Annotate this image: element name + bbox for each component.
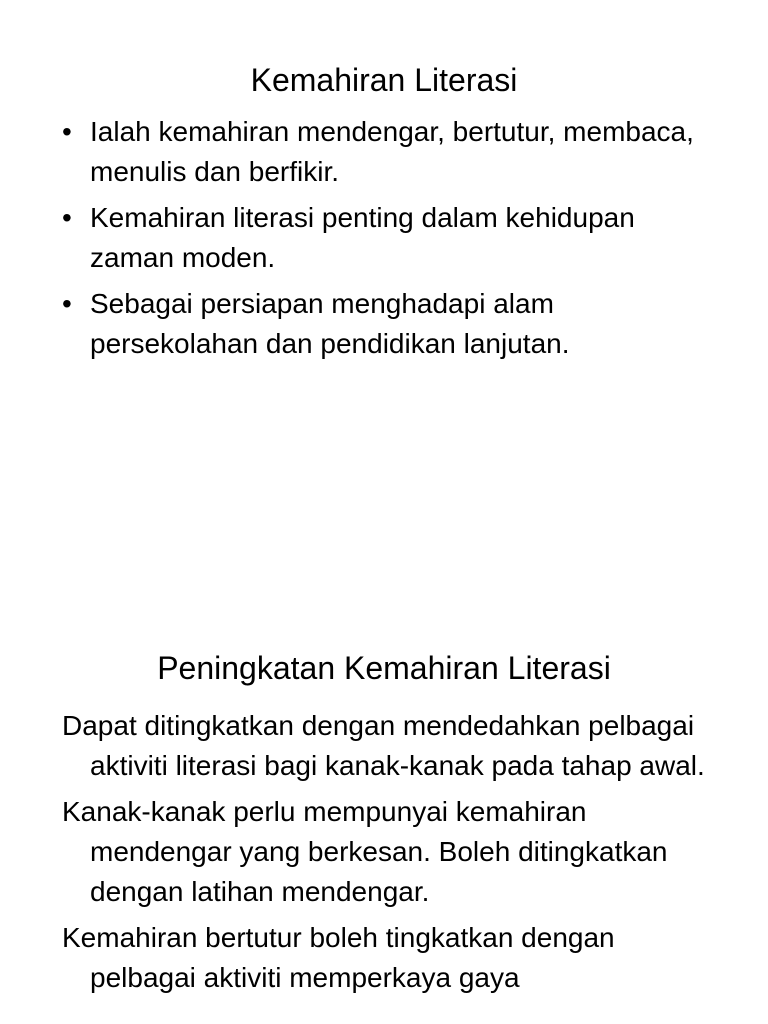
- slide-title: Peningkatan Kemahiran Literasi: [157, 650, 611, 686]
- bullet-icon: •: [62, 288, 72, 319]
- bullet-item: [62, 198, 722, 278]
- bullet-item: [62, 112, 722, 192]
- paragraph-item: Kemahiran bertutur boleh tingkatkan dengan pelbagai aktiviti memperkaya gaya: [62, 922, 615, 993]
- slide-peningkatan-kemahiran-literasi: [0, 560, 768, 1024]
- bullet-item: [62, 284, 722, 364]
- bullet-icon: •: [62, 202, 72, 233]
- slide-title: Kemahiran Literasi: [250, 62, 518, 98]
- bullet-list: [62, 112, 722, 370]
- paragraph-item: Kanak-kanak perlu mempunyai kemahiran mendengar yang berkesan. Boleh ditingkatkan dengan latihan mendengar.: [62, 796, 668, 907]
- paragraph-list: [62, 706, 722, 1004]
- bullet-text: Ialah kemahiran mendengar, bertutur, membaca, menulis dan berfikir.: [90, 116, 694, 187]
- bullet-icon: •: [62, 116, 72, 147]
- bullet-text: Sebagai persiapan menghadapi alam persekolahan dan pendidikan lanjutan.: [90, 288, 570, 359]
- bullet-text: Kemahiran literasi penting dalam kehidupan zaman moden.: [90, 202, 635, 273]
- paragraph-item: Dapat ditingkatkan dengan mendedahkan pelbagai aktiviti literasi bagi kanak-kanak pada tahap awal.: [62, 710, 705, 781]
